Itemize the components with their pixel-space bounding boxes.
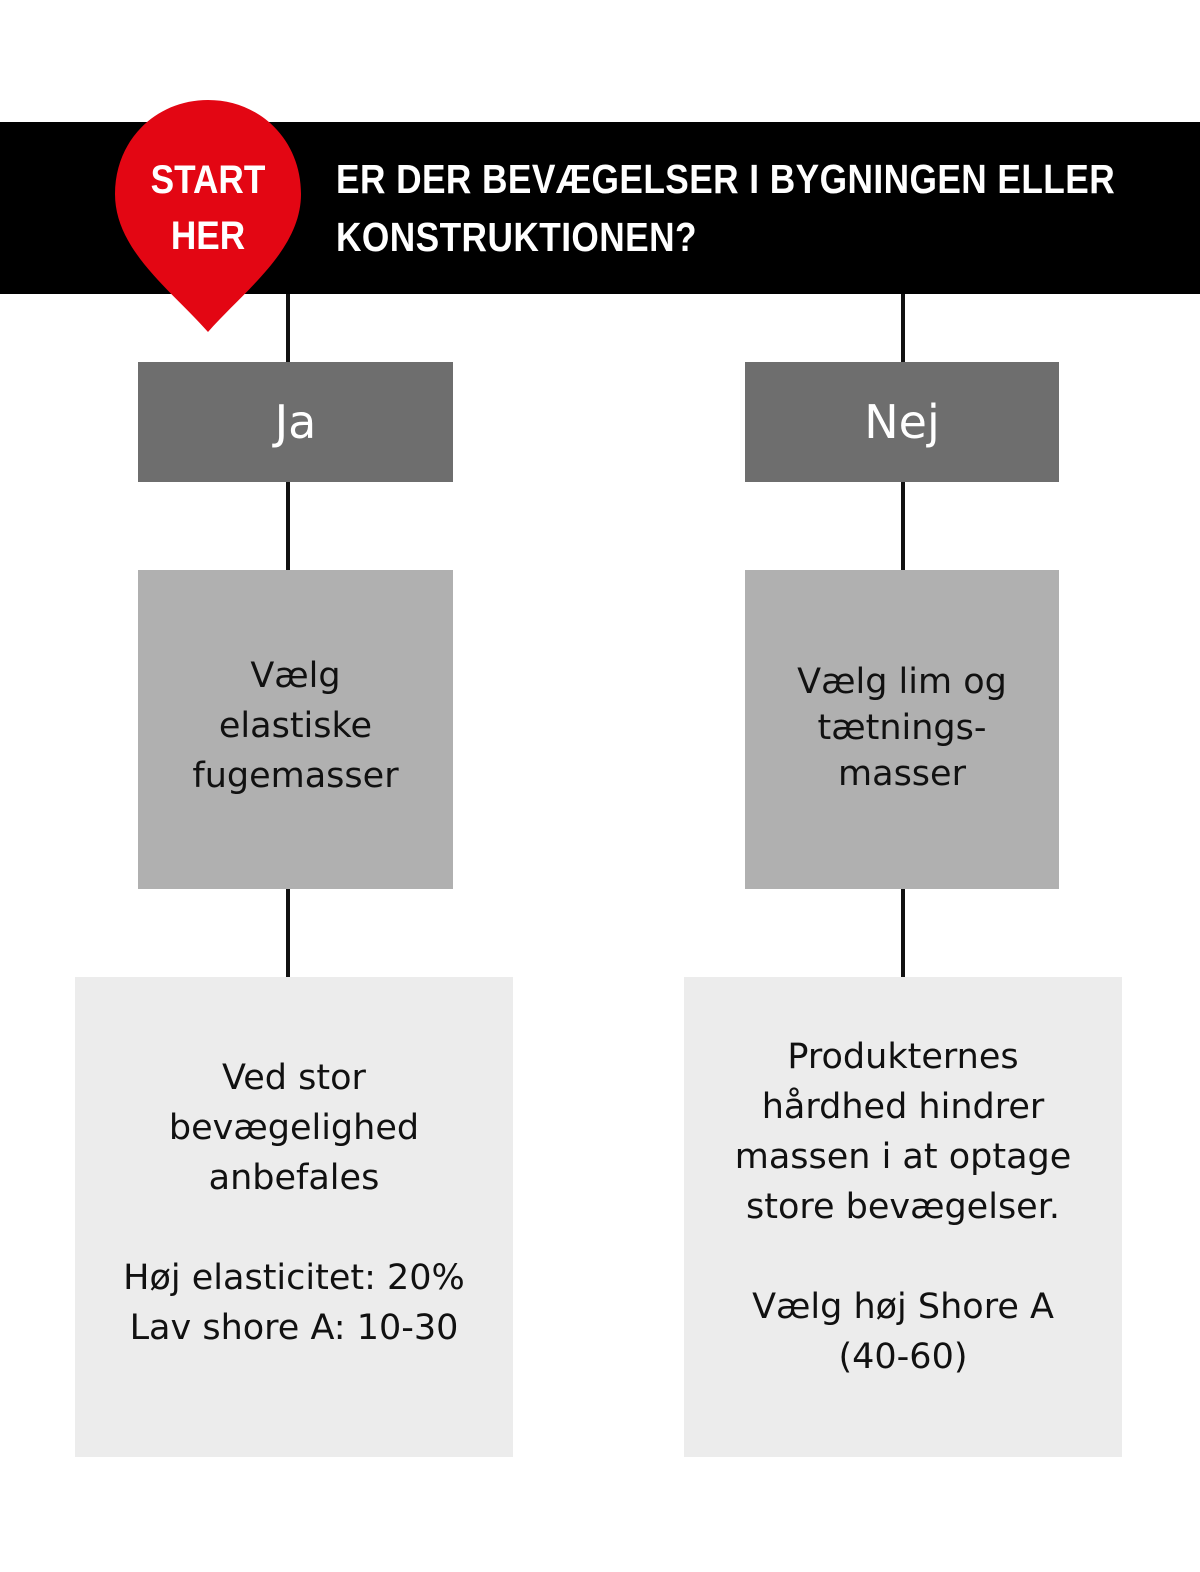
- note-yes-spec: Høj elasticitet: 20%: [123, 1258, 465, 1298]
- start-marker-line: HER: [170, 214, 246, 258]
- answer-yes-label: Ja: [274, 395, 317, 449]
- note-no-box: [684, 977, 1122, 1457]
- step-yes-line: elastiske: [218, 705, 373, 746]
- step-yes-line: Vælg: [250, 655, 341, 696]
- connector-line: [901, 889, 905, 977]
- note-yes-line: Ved stor: [222, 1058, 366, 1098]
- answer-no-box: [745, 362, 1059, 482]
- step-yes-line: fugemasser: [192, 755, 399, 796]
- connector-line: [286, 482, 290, 570]
- step-no-line: tætnings-: [817, 707, 987, 748]
- connector-line: [286, 889, 290, 977]
- step-no-line: Vælg lim og: [797, 661, 1007, 702]
- note-yes-line: anbefales: [208, 1158, 380, 1198]
- question-line: KONSTRUKTIONEN?: [336, 214, 697, 260]
- note-no-spec: Vælg høj Shore A: [752, 1287, 1054, 1327]
- connector-line: [286, 294, 290, 362]
- note-yes-spec: Lav shore A: 10-30: [129, 1308, 459, 1348]
- connector-line: [901, 482, 905, 570]
- step-yes-box: [138, 570, 453, 889]
- question-text: [336, 150, 1116, 266]
- start-marker-line: START: [150, 158, 266, 202]
- connector-line: [901, 294, 905, 362]
- note-no-line: massen i at optage: [734, 1137, 1072, 1177]
- note-no-spec: (40-60): [838, 1337, 968, 1377]
- note-no-line: store bevægelser.: [745, 1187, 1061, 1227]
- question-line: ER DER BEVÆGELSER I BYGNINGEN ELLER: [336, 156, 1116, 202]
- note-no-line: hårdhed hindrer: [761, 1087, 1045, 1127]
- answer-yes-box: [138, 362, 453, 482]
- note-no-line: Produkternes: [787, 1037, 1019, 1077]
- note-yes-box: [75, 977, 513, 1457]
- start-marker-label: [115, 152, 301, 264]
- answer-no-label: Nej: [864, 395, 940, 449]
- note-yes-line: bevægelighed: [168, 1108, 420, 1148]
- step-no-box: [745, 570, 1059, 889]
- step-no-line: masser: [838, 753, 966, 794]
